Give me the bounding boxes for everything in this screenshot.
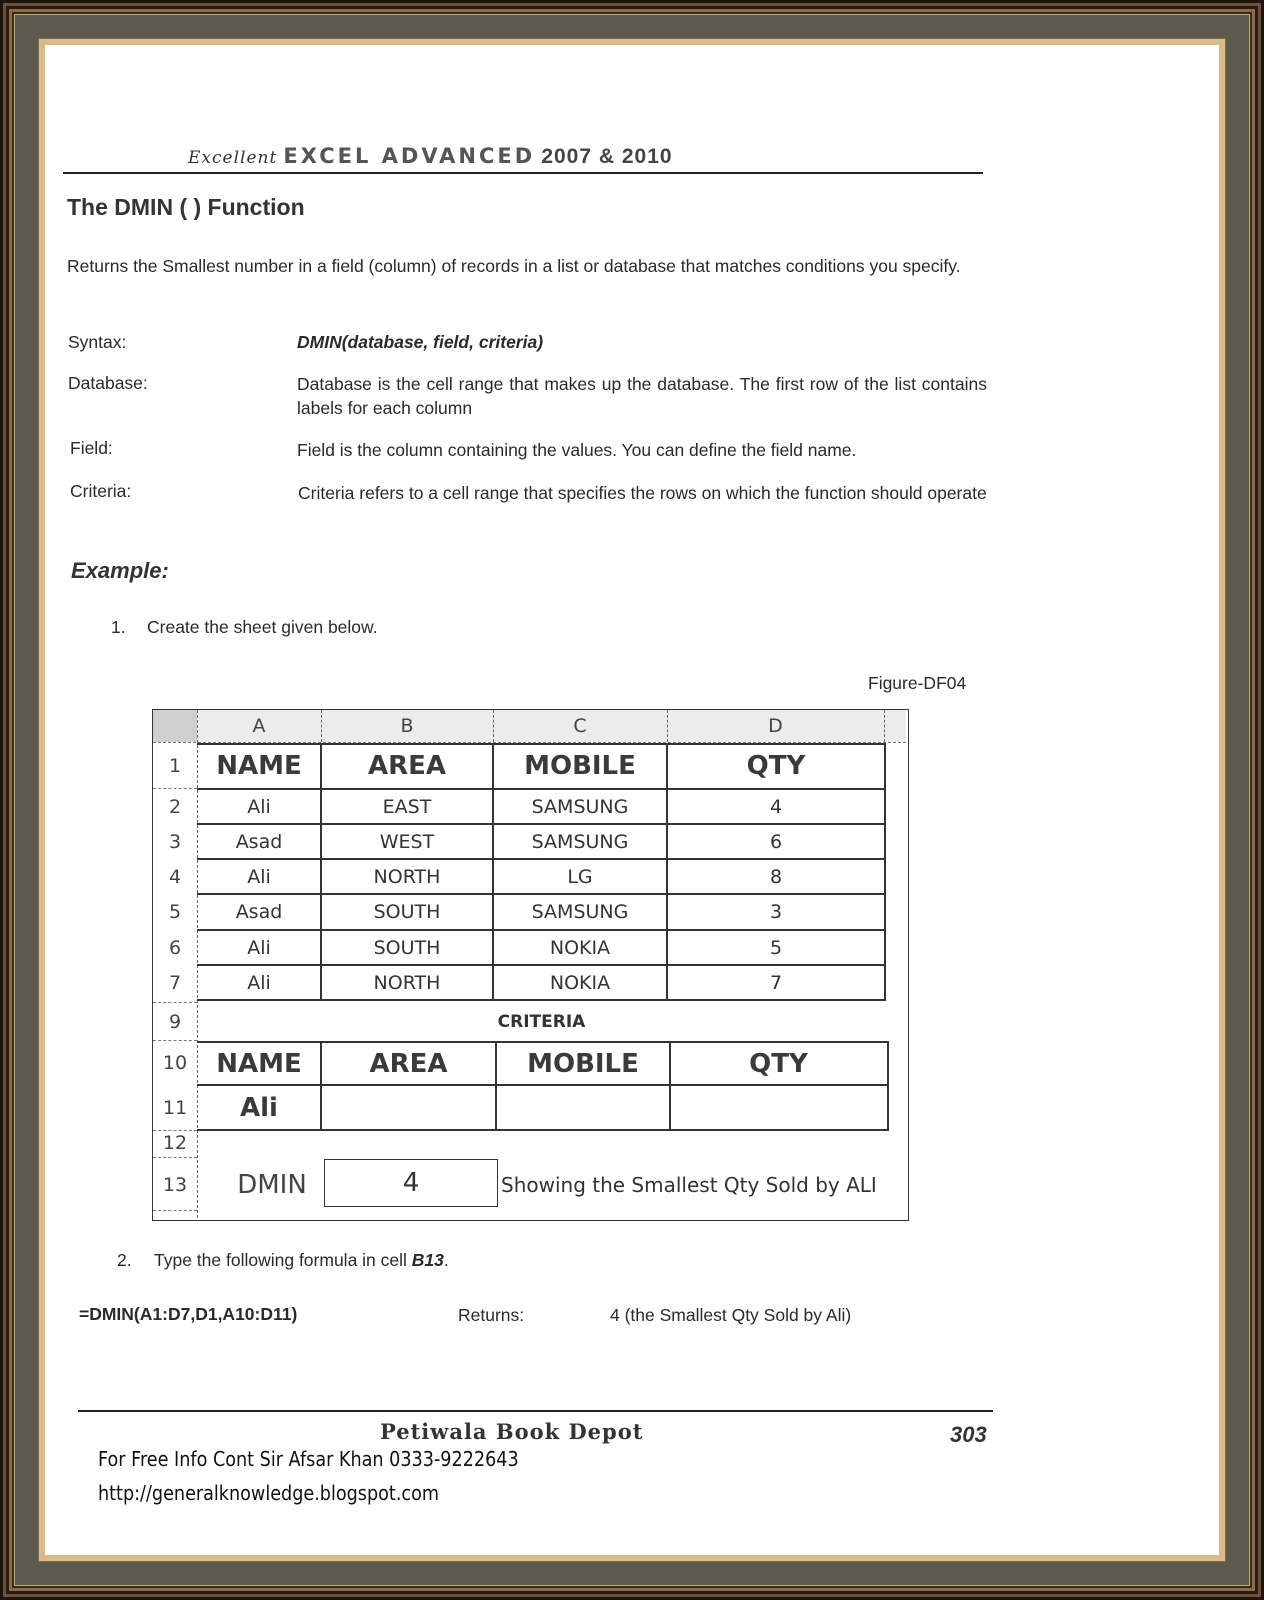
result-note: Showing the Smallest Qty Sold by ALI	[501, 1173, 877, 1197]
table-cell: Asad	[235, 830, 283, 853]
row-number-13: 13	[162, 1174, 188, 1196]
row-number-11: 11	[162, 1097, 188, 1119]
spreadsheet-figure	[152, 709, 909, 1221]
table-cell: SOUTH	[373, 936, 441, 959]
table-cell: 3	[769, 900, 783, 923]
table-cell: Ali	[247, 936, 271, 959]
row-number-7: 7	[168, 971, 182, 994]
result-label: DMIN	[237, 1170, 307, 1200]
formula-text: =DMIN(A1:D7,D1,A10:D11)	[79, 1304, 298, 1324]
table-cell: 8	[769, 865, 783, 888]
table-cell: SAMSUNG	[531, 900, 629, 923]
table-cell: WEST	[379, 830, 435, 853]
table-cell: EAST	[382, 795, 432, 818]
syntax-value: DMIN(database, field, criteria)	[297, 332, 544, 352]
table-cell: Ali	[247, 795, 271, 818]
step-2-number: 2.	[117, 1250, 132, 1270]
row-number-3: 3	[168, 830, 182, 853]
table-cell: NORTH	[373, 971, 441, 994]
function-description: Returns the Smallest number in a field (column) of records in a list or database that matches conditions you specify.	[67, 256, 961, 276]
row-number-12: 12	[162, 1131, 188, 1154]
criteria-header-area: AREA	[369, 1049, 448, 1079]
table-cell: 7	[769, 971, 783, 994]
step-2-text-after: .	[443, 1250, 449, 1270]
db-header-mobile: MOBILE	[524, 751, 636, 781]
section-title: The DMIN ( ) Function	[67, 194, 305, 220]
select-all-corner	[153, 710, 197, 742]
table-cell: NOKIA	[549, 971, 611, 994]
criteria-label: Criteria:	[70, 481, 132, 501]
column-header-b: B	[321, 710, 493, 742]
table-cell: SAMSUNG	[531, 830, 629, 853]
column-header-a: A	[197, 710, 321, 742]
table-cell: LG	[567, 865, 593, 888]
publisher-name: Petiwala Book Depot	[380, 1419, 644, 1444]
example-heading: Example:	[71, 558, 169, 583]
table-cell: Asad	[235, 900, 283, 923]
figure-label: Figure-DF04	[868, 673, 967, 693]
criteria-value-area	[321, 1086, 496, 1130]
column-header-d: D	[667, 710, 884, 742]
table-cell: SAMSUNG	[531, 795, 629, 818]
db-header-name: NAME	[216, 751, 302, 781]
header-title: EXCEL ADVANCED	[283, 144, 536, 168]
result-value-cell: 4	[324, 1159, 498, 1207]
db-header-area: AREA	[367, 751, 447, 781]
contact-info: For Free Info Cont Sir Afsar Khan 0333-9222643	[98, 1447, 519, 1471]
row-number-9: 9	[168, 1011, 182, 1033]
header-script-word: Excellent	[188, 148, 278, 168]
running-header	[188, 143, 673, 169]
criteria-title: CRITERIA	[497, 1012, 586, 1032]
criteria-header-mobile: MOBILE	[527, 1049, 639, 1079]
table-cell: NOKIA	[549, 936, 611, 959]
table-cell: 5	[769, 936, 783, 959]
row-number-2: 2	[168, 795, 182, 818]
db-header-qty: QTY	[746, 751, 806, 781]
returns-value: 4 (the Smallest Qty Sold by Ali)	[610, 1305, 852, 1325]
row-number-10: 10	[162, 1052, 188, 1074]
table-cell: NORTH	[373, 865, 441, 888]
criteria-description: Criteria refers to a cell range that specifies the rows on which the function should operate	[298, 483, 987, 503]
field-description: Field is the column containing the values. You can define the field name.	[297, 440, 857, 460]
row-number-5: 5	[168, 900, 182, 923]
footer-rule	[78, 1410, 993, 1412]
blog-url: http://generalknowledge.blogspot.com	[98, 1481, 439, 1505]
criteria-value-qty	[670, 1086, 887, 1130]
step-2-text-before: Type the following formula in cell	[154, 1250, 412, 1270]
row-number-4: 4	[168, 865, 182, 888]
criteria-header-qty: QTY	[749, 1049, 808, 1079]
header-rule	[63, 172, 983, 174]
table-cell: SOUTH	[373, 900, 441, 923]
criteria-value-name: Ali	[240, 1093, 278, 1123]
table-cell: 6	[769, 830, 783, 853]
table-cell: Ali	[247, 971, 271, 994]
row-number-1: 1	[168, 755, 182, 777]
table-cell: 4	[769, 795, 783, 818]
step-1-number: 1.	[111, 617, 126, 637]
criteria-header-name: NAME	[216, 1049, 302, 1079]
database-description: Database is the cell range that makes up the database. The first row of the list contains labels for each column	[297, 374, 987, 418]
step-2-text	[154, 1250, 449, 1271]
row-number-6: 6	[168, 936, 182, 959]
page-number: 303	[950, 1422, 987, 1447]
step-1-text: Create the sheet given below.	[147, 617, 378, 637]
syntax-label: Syntax:	[68, 332, 127, 352]
step-2-cell-ref: B13	[411, 1250, 444, 1270]
header-versions: 2007 & 2010	[541, 145, 673, 168]
database-label: Database:	[68, 373, 148, 393]
returns-label: Returns:	[458, 1305, 525, 1325]
column-header-c: C	[493, 710, 667, 742]
field-label: Field:	[70, 438, 113, 458]
criteria-value-mobile	[496, 1086, 670, 1130]
column-header-blank	[884, 710, 906, 742]
table-cell: Ali	[247, 865, 271, 888]
